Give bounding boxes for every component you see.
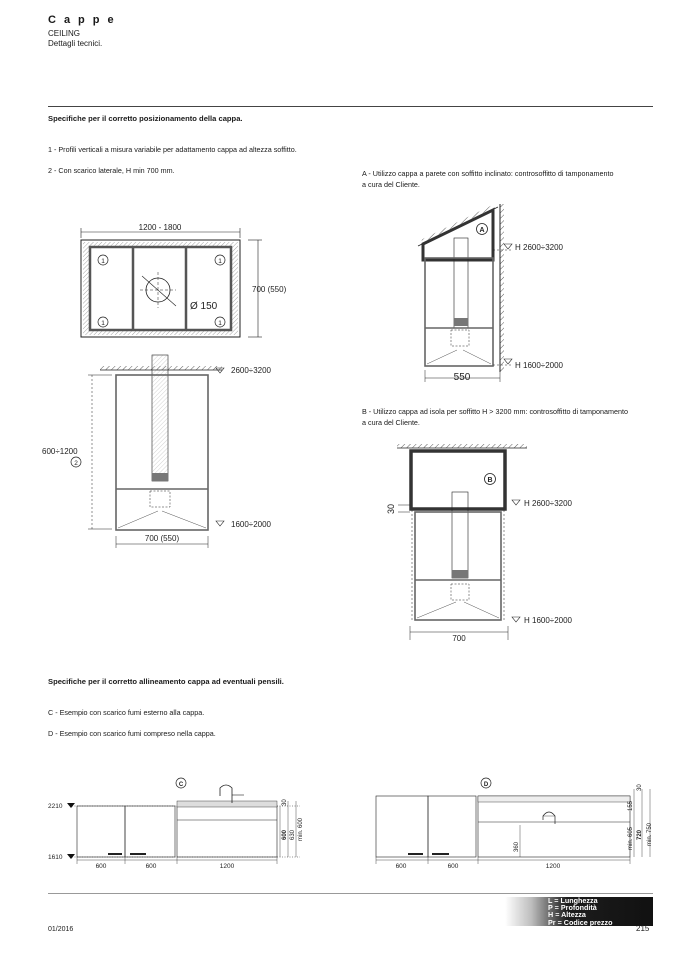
detail-a-label: A — [479, 227, 485, 234]
detail-c-v630: 630 — [290, 829, 296, 840]
plan-width-dim: 1200 - 1800 — [138, 223, 182, 232]
plan-depth-dim: 700 (550) — [252, 285, 287, 294]
detail-b — [397, 444, 527, 640]
marker-1-br: 1 — [218, 320, 222, 327]
detail-b-gap-dim: 30 — [386, 503, 396, 514]
detail-d — [376, 778, 650, 864]
marker-2: 2 — [74, 460, 78, 467]
footer-date: 01/2016 — [48, 926, 74, 933]
front-view — [71, 355, 224, 548]
detail-c-v600: 600 — [282, 829, 288, 840]
detail-a-top-dim: H 2600÷3200 — [515, 243, 563, 252]
detail-a-width-dim: 550 — [453, 372, 471, 383]
detail-d-vmin750: min. 750 — [647, 822, 653, 846]
detail-c-label: C — [178, 782, 184, 788]
detail-d-width-1: 600 — [395, 863, 407, 870]
section1-title: Specifiche per il corretto posizionamento della cappa. — [48, 114, 243, 123]
section2-title: Specifiche per il corretto allineamento cappa ad eventuali pensili. — [48, 677, 284, 686]
detail-d-v720: 720 — [637, 829, 643, 840]
note-b-line2: a cura del Cliente. — [362, 418, 420, 427]
legend — [548, 897, 613, 926]
note-c: C - Esempio con scarico fumi esterno alla cappa. — [48, 708, 205, 717]
marker-1-tl: 1 — [101, 258, 105, 265]
legend-p: P = Profondità — [548, 903, 597, 913]
page-subtitle: Dettagli tecnici. — [48, 39, 103, 48]
detail-c-level-bottom: 1610 — [48, 854, 63, 861]
detail-b-bottom-dim: H 1600÷2000 — [524, 616, 572, 625]
note-a-line2: a cura del Cliente. — [362, 180, 420, 189]
detail-d-vmin605: min. 605 — [628, 826, 634, 850]
legend-pr: Pr = Codice prezzo — [548, 917, 613, 927]
front-width-dim: 700 (550) — [144, 534, 180, 543]
brand-title: Cappe — [48, 14, 122, 26]
marker-1-tr: 1 — [218, 258, 222, 265]
detail-d-label: D — [483, 782, 489, 788]
marker-1-bl: 1 — [101, 320, 105, 327]
legend-h: H = Altezza — [548, 910, 586, 920]
detail-b-label: B — [487, 477, 493, 484]
note-a-line1: A - Utilizzo cappa a parete con soffitto inclinato: controsoffitto di tamponamento — [362, 169, 614, 178]
detail-a — [418, 204, 512, 382]
detail-c-level-top: 2210 — [48, 803, 63, 810]
page-number: 215 — [636, 924, 650, 933]
detail-b-top-dim: H 2600÷3200 — [524, 499, 572, 508]
note-b-line1: B - Utilizzo cappa ad isola per soffitto H > 3200 mm: controsoffitto di tamponamento — [362, 407, 629, 416]
front-height-dim: 600÷1200 — [42, 447, 78, 456]
detail-c-width-1: 600 — [95, 863, 107, 870]
detail-d-v30: 30 — [637, 784, 643, 791]
note-d: D - Esempio con scarico fumi compreso nella cappa. — [48, 729, 216, 738]
detail-c — [67, 778, 300, 864]
note-2: 2 - Con scarico laterale, H min 700 mm. — [48, 166, 175, 175]
category-label: CEILING — [48, 29, 81, 38]
front-ceiling-dim: 2600÷3200 — [231, 366, 271, 375]
plan-view — [81, 228, 262, 337]
detail-a-bottom-dim: H 1600÷2000 — [515, 361, 563, 370]
front-floor-dim: 1600÷2000 — [231, 520, 271, 529]
bottom-divider — [48, 893, 653, 894]
plan-diameter-label: Ø 150 — [190, 301, 218, 312]
detail-d-width-3: 1200 — [545, 863, 561, 870]
note-1: 1 - Profili verticali a misura variabile per adattamento cappa ad altezza soffitto. — [48, 145, 297, 154]
legend-l: L = Lunghezza — [548, 896, 598, 905]
detail-c-v30: 30 — [282, 799, 288, 806]
detail-d-v155: 155 — [628, 800, 634, 811]
detail-d-width-2: 600 — [447, 863, 459, 870]
detail-b-width-dim: 700 — [452, 634, 466, 643]
detail-c-width-2: 600 — [145, 863, 157, 870]
detail-d-v360: 360 — [514, 841, 520, 852]
detail-c-width-3: 1200 — [219, 863, 235, 870]
detail-c-vmin600: min. 600 — [298, 817, 304, 841]
